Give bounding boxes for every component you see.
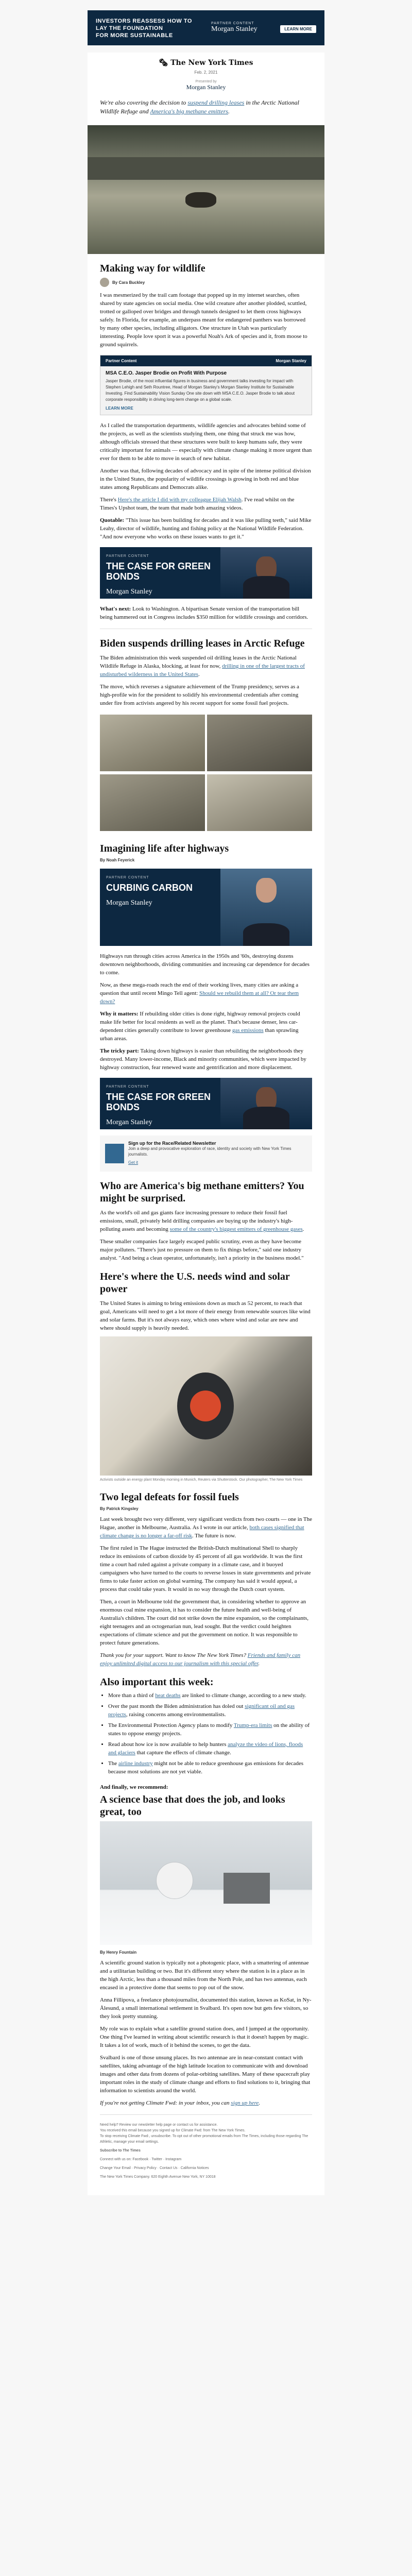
article-title-wildlife[interactable]: Making way for wildlife bbox=[100, 263, 205, 274]
text: The Biden administration this week suspended oil drilling leases in the Arctic National Wildlife Refuge in Alaska, blocking, at least for now, bbox=[100, 655, 297, 669]
article-body-highways bbox=[100, 952, 312, 1072]
portrait-suit bbox=[243, 576, 289, 599]
article-title-legal[interactable]: Two legal defeats for fossil fuels bbox=[100, 1492, 239, 1503]
newsletter-icon bbox=[105, 1144, 124, 1163]
article-body-legal bbox=[100, 1515, 312, 1668]
arctic-image bbox=[100, 774, 205, 831]
article-link[interactable]: gas emissions bbox=[232, 1027, 264, 1033]
article-title-methane[interactable]: Who are America's big methane emitters? You might be surprised. bbox=[100, 1180, 304, 1204]
text: More than a third of bbox=[108, 1692, 156, 1699]
promo-sponsor: Morgan Stanley bbox=[276, 359, 306, 363]
article-link[interactable]: drilling in one of the largest tracts of undisturbed wilderness in the United States bbox=[100, 663, 305, 677]
intro-link-methane[interactable]: America's big methane emitters bbox=[150, 108, 228, 115]
paragraph bbox=[100, 1209, 312, 1233]
ad-kicker: PARTNER CONTENT bbox=[106, 1085, 149, 1089]
ad-portrait bbox=[220, 547, 312, 599]
paragraph bbox=[100, 1047, 312, 1072]
top-ad-sponsor-name: Morgan Stanley bbox=[211, 25, 258, 33]
also-important-title: Also important this week: bbox=[100, 1676, 214, 1688]
promo-description: Jasper Brodie, of the most influential figures in business and government talks investing for impact with Stephen Lehigh and Seth Rountree, Head of Morgan Stanley's Morgan Stanley Institute for Sustainable Investing. Find Sustainability Vision Sunday One site down with MSA C.E.O. Jasper Brodie to talk about corporate responsibility in driving long-term change on a global scale. bbox=[106, 379, 295, 402]
text: "This issue has been building for decades and it was like pulling teeth," said Mike Leahy, director of wildlife, hunting and fishing policy at the National Wildlife Federation. "And now everyone who works on these issues wants to get it." bbox=[100, 517, 312, 540]
promo-title: MSA C.E.O. Jasper Brodie on Profit With Purpose bbox=[106, 370, 227, 376]
paragraph bbox=[100, 1010, 312, 1043]
text: Look to Washington. A bipartisan Senate version of the transportation bill being hammered out in Congress includes $350 million for wildlife crossings and corridors. bbox=[100, 606, 308, 620]
text: Read about how ice is now available to help hunters bbox=[108, 1741, 228, 1748]
paragraph bbox=[100, 516, 312, 541]
also-important-list bbox=[100, 1691, 312, 1776]
list-item bbox=[108, 1691, 312, 1700]
list-item bbox=[108, 1759, 312, 1776]
intro-text-3: . bbox=[228, 108, 230, 115]
promo-header: Partner Content bbox=[106, 359, 137, 363]
arctic-image bbox=[100, 715, 205, 771]
ad-kicker: PARTNER CONTENT bbox=[106, 554, 149, 558]
text: As the world's oil and gas giants face increasing pressure to reduce their fossil fuel emissions, small, privately held drilling companies are buying up the industry's high-polluting assets and becoming bbox=[100, 1210, 293, 1232]
ad-headline: THE CASE FOR GREEN BONDS bbox=[106, 1092, 211, 1112]
article-body-wildlife bbox=[100, 291, 312, 349]
article-link[interactable]: some of the country's biggest emitters of greenhouse gases bbox=[169, 1226, 303, 1232]
subscription-offer-link[interactable]: Friends and family can enjoy unlimited digital access to our journalism with this special offer bbox=[100, 1652, 301, 1667]
partner-content-promo[interactable] bbox=[100, 355, 312, 415]
nyt-logo[interactable] bbox=[100, 59, 312, 67]
arctic-image-grid bbox=[88, 774, 324, 834]
animal-silhouette bbox=[185, 192, 216, 208]
presented-by-label: Presented by bbox=[195, 80, 217, 83]
article-title-science-base[interactable]: A science base that does the job, and looks great, too bbox=[100, 1794, 285, 1818]
text: . bbox=[259, 2100, 261, 2106]
text: are linked to climate change, according to a new study. bbox=[180, 1692, 306, 1699]
nyt-title: The New York Times bbox=[170, 59, 253, 67]
footer-unsubscribe[interactable]: To stop receiving Climate Fwd:, unsubscribe. To opt out of other promotional emails from The Times, including those regarding The Athletic, manage your email settings. bbox=[100, 2134, 308, 2144]
text: There's bbox=[100, 497, 118, 503]
green-bonds-ad-2[interactable] bbox=[100, 1078, 312, 1129]
article-body-science bbox=[100, 1959, 312, 2107]
arctic-image-grid bbox=[88, 711, 324, 774]
whats-next bbox=[100, 605, 312, 621]
ad-headline: CURBING CARBON bbox=[106, 883, 193, 893]
footer-subscribe[interactable]: Subscribe to The Times bbox=[100, 2149, 141, 2153]
list-link[interactable]: significant oil and gas projects bbox=[108, 1703, 295, 1718]
text: The bbox=[108, 1760, 118, 1767]
protester-mask bbox=[190, 1391, 221, 1421]
byline-text: By Henry Fountain bbox=[100, 1950, 137, 1955]
intro-text-2: in the Arctic National Wildlife Refuge and bbox=[100, 99, 299, 115]
nyt-logo-icon: 🗞 bbox=[159, 59, 168, 67]
paragraph: The first ruled in The Hague instructed the British-Dutch multinational Shell to sharply reduce its emissions of carbon dioxide by 45 percent of all gas worldwide. It was the first time a court had ruled against a private company in a climate case, and it buoyed campaigners who have turned to the courts to reverse losses in state governments and private firms to take faster action on global warming. The company has said it would appeal, a process that could take years. It would in no way through the Dutch court system. bbox=[100, 1545, 311, 1592]
label: What's next: bbox=[100, 606, 131, 612]
text: that capture the effects of climate change. bbox=[135, 1750, 231, 1756]
text: . The future is now. bbox=[192, 1533, 236, 1539]
text: Now, as these mega-roads reach the end of their working lives, many cities are asking a question that until recent Mingo Tell agent: bbox=[100, 982, 299, 996]
portrait-suit bbox=[243, 1107, 289, 1129]
masthead bbox=[100, 53, 312, 91]
paragraph: As I called the transportation departments, wildlife agencies and advocates behind some of the projects, as well as the scientists studying them, one thing that struck me was how, although officials stressed that these structures were built to keep humans safe, they were critically important for animals — especially with climate change making it more urgent than ever for them to be able to move in search of new habitat. bbox=[100, 422, 312, 462]
byline-wildlife bbox=[100, 278, 312, 287]
intro-text bbox=[100, 98, 312, 116]
text: . bbox=[302, 1226, 304, 1232]
text: Thank you for your support. Want to know The New York Times? bbox=[100, 1652, 248, 1658]
article-link[interactable]: Here's the article I did with my colleague Elijah Walsh bbox=[117, 497, 242, 503]
ad-sponsor: Morgan Stanley bbox=[106, 1118, 152, 1126]
label: Why it matters: bbox=[100, 1011, 139, 1017]
paragraph: The move, which reverses a signature achievement of the Trump presidency, serves as a high-profile win for the president to solidify his environmental credentials after coming under fire from activists angered by his recent support for some fossil fuel projects. bbox=[100, 684, 299, 706]
list-link[interactable]: Trump-era limits bbox=[233, 1722, 272, 1728]
footer-reason: You received this email because you signed up for Climate Fwd: from The New York Times. bbox=[100, 2129, 246, 2132]
signup-description: Join a deep and provocative exploration of race, identity and society with New York Times journalists. bbox=[128, 1146, 291, 1157]
newsletter-signup[interactable] bbox=[100, 1136, 312, 1172]
curbing-carbon-ad[interactable] bbox=[100, 869, 312, 946]
top-ad-sponsor-small: PARTNER CONTENT bbox=[211, 22, 254, 25]
paragraph: The United States is aiming to bring emissions down as much as 52 percent, to reach that goal, Americans will need to get a lot more of their energy from renewable sources like wind and solar farms. But it's not always easy, which ones where wind and solar are new and where should supply is heavily needed. bbox=[100, 1300, 311, 1331]
byline-text: By Patrick Kingsley bbox=[100, 1506, 139, 1511]
top-ad-sponsor bbox=[211, 22, 258, 33]
text: . bbox=[198, 671, 200, 677]
green-bonds-ad[interactable] bbox=[100, 547, 312, 599]
paragraph: Highways run through cities across America in the 1950s and '60s, destroying dozens downtown neighborhoods, dividing communities and increasing car dependence for decades to come. bbox=[100, 953, 310, 976]
radome bbox=[157, 1862, 193, 1899]
byline-legal bbox=[100, 1506, 312, 1511]
byline-highways bbox=[100, 858, 312, 862]
article-body-wind-solar bbox=[100, 1299, 312, 1332]
byline-text: By Noah Feyerick bbox=[100, 858, 135, 862]
text: on the ability of states to oppose energy projects. bbox=[108, 1722, 310, 1737]
article-title-arctic[interactable]: Biden suspends drilling leases in Arctic Refuge bbox=[100, 638, 305, 649]
presenting-sponsor[interactable]: Morgan Stanley bbox=[186, 83, 226, 91]
paragraph: A scientific ground station is typically not a photogenic place, with a smattering of antennae and a utilitarian building or two. But it's different story where the station is in a place as in the high Arctic, less than a thousand miles from the North Pole, and has two antennas, each encased in a protective dome that seems to pop out of the snow. bbox=[100, 1960, 309, 1991]
divider bbox=[100, 2114, 312, 2115]
article-title-highways[interactable]: Imagining life after highways bbox=[100, 843, 229, 854]
recommend-kicker: And finally, we recommend: bbox=[100, 1784, 168, 1790]
ad-kicker: PARTNER CONTENT bbox=[106, 876, 149, 879]
text: might not be able to reduce greenhouse gas emissions for decades because most solutions are not yet viable. bbox=[108, 1760, 304, 1775]
list-link[interactable]: heat deaths bbox=[155, 1692, 181, 1699]
intro-text-1: We're also covering the decision to bbox=[100, 99, 188, 106]
promo-cta[interactable]: LEARN MORE bbox=[106, 406, 133, 411]
paragraph bbox=[100, 2099, 312, 2107]
issue-date: Feb. 2, 2021 bbox=[194, 70, 218, 75]
protest-image bbox=[100, 1336, 312, 1476]
paragraph: Svalbard is one of those unsung places. Its two antennae are in near-constant contact with satellites, taking advantage of the high latitude location to communicate with and download images and other data from dozens of polar-orbiting satellites. Many of these spacecraft play important roles in the study of climate change and efforts to find solutions to it, bringing that information to scientists around the world. bbox=[100, 2055, 311, 2094]
paragraph bbox=[100, 981, 312, 1006]
footer-social[interactable]: Connect with us on: Facebook · Twitter · Instagram bbox=[100, 2158, 182, 2161]
paragraph bbox=[100, 1515, 312, 1540]
text: If you're not getting Climate Fwd: in your inbox, you can bbox=[100, 2100, 231, 2106]
intro-link-drilling[interactable]: suspend drilling leases bbox=[187, 99, 245, 106]
footer-address: The New York Times Company. 620 Eighth Avenue New York, NY 10018 bbox=[100, 2175, 216, 2179]
text: Over the past month the Biden administration has doled out bbox=[108, 1703, 245, 1709]
paragraph: My role was to explain what a satellite ground station does, and I jumped at the opportunity. One thing I've learned in writing about scientific research is that it doesn't happen by magic. It takes a lot of work, much of it behind the scenes, to get the data. bbox=[100, 2026, 309, 2048]
paragraph bbox=[100, 605, 312, 621]
paragraph: Then, a court in Melbourne told the government that, in considering whether to approve an enormous coal mine expansion, it has to consider the future health and well-being of Australia's children. The court did not strike down the mine expansion, so the complainants, eight teenagers and an octogenarian nun, lead sought. But the verdict could heighten expectations of climate science and put the government on notice. It was responsible to protect future generations. bbox=[100, 1599, 309, 1646]
portrait-head bbox=[256, 878, 277, 903]
text: than sprawling urban areas. bbox=[100, 1027, 299, 1042]
article-title-wind-solar[interactable]: Here's where the U.S. needs wind and solar power bbox=[100, 1271, 290, 1295]
ad-portrait bbox=[220, 869, 312, 946]
signup-link[interactable]: Get it bbox=[128, 1160, 139, 1165]
signup-title: Sign up for the Race/Related Newsletter bbox=[128, 1141, 216, 1146]
paragraph bbox=[100, 654, 312, 679]
paragraph bbox=[100, 496, 312, 512]
portrait-suit bbox=[243, 923, 289, 946]
list-item bbox=[108, 1721, 312, 1738]
label: The tricky part: bbox=[100, 1048, 139, 1054]
text: . I've read whilst on the Times's Upshot team, the team that made both amazing videos. bbox=[100, 497, 295, 511]
ad-headline: THE CASE FOR GREEN BONDS bbox=[106, 561, 211, 582]
paragraph: I was mesmerized by the trail cam footage that popped up in my internet searches, often shared by state agencies on social media. One wild creature after another plodded, scuttled, trotted or galloped over bridges and through tunnels designed to let them cross highways safely. In Florida, for example, an underpass meant for endangered panthers was borrowed by many other species, including alligators. One structure in Utah was particularly interesting. People love sport it was a powerful Noah's Ark of species and it, from moose to ground squirrels. bbox=[100, 292, 307, 348]
list-link[interactable]: airline industry bbox=[118, 1760, 153, 1767]
paragraph: Anna Fillipova, a freelance photojournalist, documented this station, known as KoSat, in Ny-Ålesund, a small international settlement in Svalbard. It's open now but gets few visitors, so they look pretty stunning. bbox=[100, 1997, 312, 2020]
byline-science bbox=[100, 1950, 312, 1955]
overpass-shape bbox=[88, 157, 324, 180]
ad-portrait bbox=[220, 1078, 312, 1129]
article-body-methane bbox=[100, 1209, 312, 1262]
arctic-image bbox=[207, 774, 312, 831]
byline-text: By Cara Buckley bbox=[112, 280, 145, 285]
paragraph: These smaller companies face largely escaped public scrutiny, even as they have become major polluters. "There's just no pressure on them to fix things before," said one industry analyst. "And being a clean operator, unfortunately, isn't a priority in the business model." bbox=[100, 1239, 304, 1261]
top-ad-button[interactable]: LEARN MORE bbox=[280, 25, 316, 33]
avatar bbox=[100, 278, 109, 287]
label: Quotable: bbox=[100, 517, 125, 523]
signup-here-link[interactable]: sign up here bbox=[231, 2100, 259, 2106]
top-ad-headline-2: FOR MORE SUSTAINABLE bbox=[96, 32, 173, 39]
station-building bbox=[224, 1873, 270, 1904]
text: . bbox=[258, 1660, 260, 1667]
text: The Environmental Protection Agency plans to modify bbox=[108, 1722, 234, 1728]
list-item bbox=[108, 1702, 312, 1719]
footer bbox=[100, 2122, 312, 2195]
paragraph bbox=[100, 1651, 312, 1668]
top-ad-headline-1: INVESTORS REASSESS HOW TO LAY THE FOUNDATION bbox=[96, 18, 192, 31]
list-item bbox=[108, 1740, 312, 1757]
image-caption: Activists outside an energy plant Monday morning in Munich, Reuters via Shutterstock. Our photographer, The New York Times bbox=[100, 1478, 303, 1482]
ad-sponsor: Morgan Stanley bbox=[106, 588, 152, 596]
wildlife-crossing-image bbox=[88, 125, 324, 254]
text: Taking down highways is easier than rebuilding the neighborhoods they destroyed. Many lower-income, Black and minority communities, which were impacted by highway construction, fear renewed waste and gentrification and more displacement. bbox=[100, 1048, 306, 1071]
ad-sponsor: Morgan Stanley bbox=[106, 899, 152, 907]
text: Last week brought two very different, very significant verdicts from two courts — one in The Hague, another in Melbourne, Australia. As I wrote in our article, bbox=[100, 1516, 312, 1531]
top-ad-banner[interactable] bbox=[88, 10, 324, 45]
article-link[interactable]: Should we rebuild them at all? Or tear them down? bbox=[100, 990, 299, 1005]
article-body-arctic bbox=[100, 654, 312, 707]
science-base-image bbox=[100, 1821, 312, 1945]
paragraph: Another was that, following decades of advocacy and in spite of the intense political division in the United States, the popularity of wildlife crossings is growing in both red and blue states among Republicans and Democrats alike. bbox=[100, 468, 311, 490]
text: If rebuilding older cities is done right, highway removal projects could make life better for local residents as well as the planet. That's because denser, less car-dependent cities generally contribute to lower greenhouse bbox=[100, 1011, 300, 1033]
list-link[interactable]: analyze the video of lions, floods and glaciers bbox=[108, 1741, 303, 1756]
text: , raising concerns among environmentalists. bbox=[126, 1711, 226, 1718]
article-link[interactable]: both cases signified that climate change is no longer a far-off risk bbox=[100, 1524, 304, 1539]
footer-links[interactable]: Change Your Email · Privacy Policy · Contact Us · California Notices bbox=[100, 2166, 209, 2170]
footer-help[interactable]: Need help? Review our newsletter help page or contact us for assistance. bbox=[100, 2123, 218, 2127]
arctic-image bbox=[207, 715, 312, 771]
article-body-wildlife-2 bbox=[100, 421, 312, 541]
